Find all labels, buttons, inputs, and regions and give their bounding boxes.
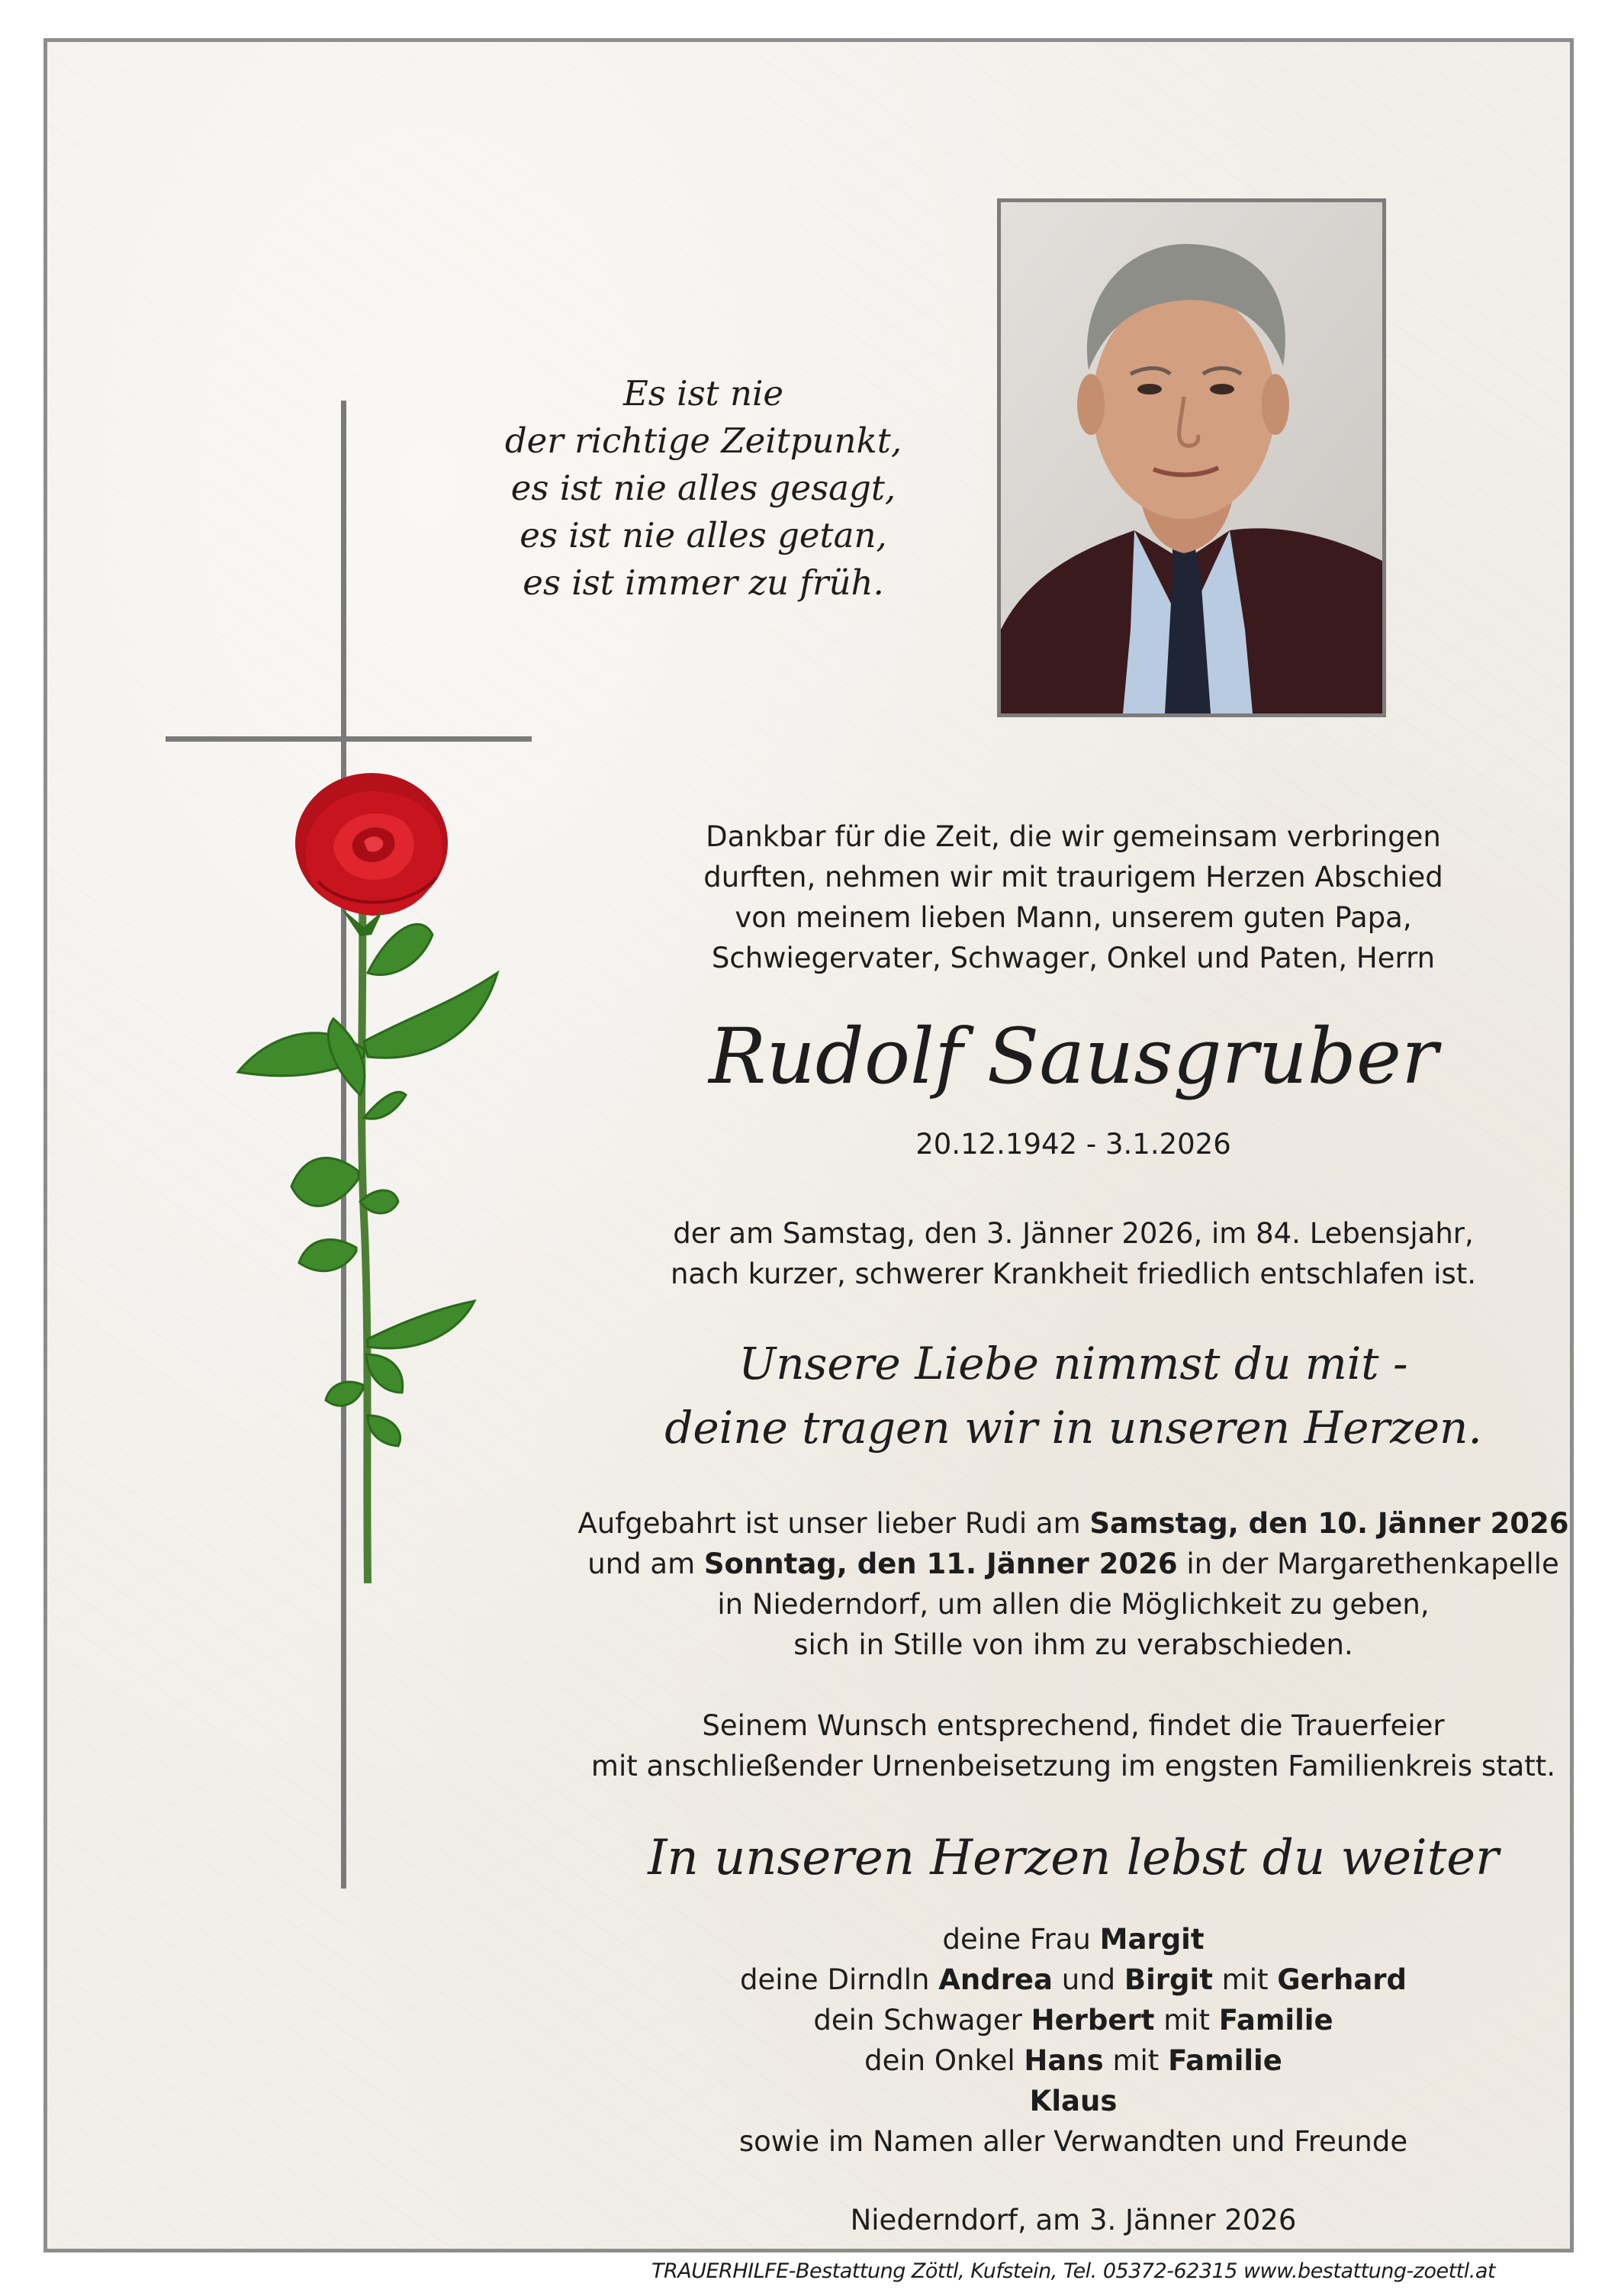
wake-text: und am <box>587 1547 704 1580</box>
red-rose-icon <box>177 774 574 1583</box>
mourner-name: Klaus <box>1029 2085 1118 2117</box>
motto-line: Unsere Liebe nimmst du mit - <box>738 1338 1408 1390</box>
mourner-name: Familie <box>1218 2004 1333 2037</box>
wake-line <box>574 1544 1573 1584</box>
wish-line: Seinem Wunsch entsprechend, findet die Trauerfeier <box>702 1709 1445 1742</box>
wake-date-sunday: Sonntag, den 11. Jänner 2026 <box>703 1547 1178 1580</box>
obituary-card <box>43 38 1574 2283</box>
mourner-text: dein Schwager <box>813 2004 1031 2037</box>
mourner-line <box>627 2000 1520 2040</box>
mourner-name: Gerhard <box>1277 1963 1407 1996</box>
death-line: nach kurzer, schwerer Krankheit friedlich entschlafen ist. <box>670 1257 1477 1290</box>
mourner-line <box>627 2040 1520 2081</box>
wake-line: sich in Stille von ihm zu verabschieden. <box>793 1628 1353 1661</box>
funeral-home-footer: TRAUERHILFE-Bestattung Zöttl, Kufstein, Tel. 05372-62315 www.bestattung-zoettl.at <box>651 2259 1495 2283</box>
motto <box>627 1332 1520 1460</box>
mourner-line <box>627 1919 1520 1959</box>
intro-line: Schwiegervater, Schwager, Onkel und Paten, Herrn <box>711 942 1436 974</box>
mourner-line: sowie im Namen aller Verwandten und Freunde <box>738 2125 1408 2158</box>
motto-line: deine tragen wir in unseren Herzen. <box>664 1402 1482 1454</box>
mourners-list <box>627 1919 1520 2162</box>
place-date: Niederndorf, am 3. Jänner 2026 <box>850 2204 1297 2236</box>
wake-line <box>574 1503 1573 1544</box>
mourner-name: Familie <box>1168 2044 1282 2077</box>
portrait-photo <box>997 198 1386 717</box>
poem-line: es ist nie alles gesagt, <box>510 468 896 508</box>
poem-line: Es ist nie <box>622 373 784 414</box>
funeral-wish <box>574 1705 1573 1786</box>
intro-line: Dankbar für die Zeit, die wir gemeinsam verbringen <box>706 820 1441 853</box>
mourner-text: dein Onkel <box>864 2044 1025 2077</box>
intro-line: durften, nehmen wir mit traurigem Herzen Abschied <box>703 861 1443 894</box>
deceased-name: Rudolf Sausgruber <box>709 1012 1438 1101</box>
portrait-man-icon <box>1001 202 1382 713</box>
wake-info <box>574 1503 1573 1665</box>
mourner-text: mit <box>1154 2004 1219 2037</box>
poem-line: es ist nie alles getan, <box>519 515 887 555</box>
wake-text: Aufgebahrt ist unser lieber Rudi am <box>577 1507 1090 1540</box>
mourner-name: Margit <box>1099 1923 1205 1956</box>
cross-horizontal-bar <box>166 736 532 742</box>
mourner-text: mit <box>1103 2044 1169 2077</box>
poem-line: der richtige Zeitpunkt, <box>504 420 902 461</box>
mourner-line <box>627 2081 1520 2121</box>
death-line: der am Samstag, den 3. Jänner 2026, im 84. Lebensjahr, <box>673 1217 1474 1250</box>
mourner-name: Birgit <box>1124 1963 1213 1996</box>
wish-line: mit anschließender Urnenbeisetzung im engsten Familienkreis statt. <box>590 1750 1556 1782</box>
mourner-line <box>627 1959 1520 2000</box>
mourner-name: Hans <box>1024 2044 1104 2077</box>
mourner-text: und <box>1053 1963 1124 1996</box>
mourner-name: Andrea <box>938 1963 1053 1996</box>
wake-text: in der Margarethenkapelle <box>1177 1547 1559 1580</box>
mourner-text: deine Dirndln <box>739 1963 939 1996</box>
wake-date-saturday: Samstag, den 10. Jänner 2026 <box>1089 1507 1569 1540</box>
intro-line: von meinem lieben Mann, unserem guten Papa, <box>735 901 1412 934</box>
poem <box>474 370 932 607</box>
life-dates: 20.12.1942 - 3.1.2026 <box>915 1128 1231 1161</box>
wake-line: in Niederndorf, um allen die Möglichkeit zu geben, <box>717 1588 1430 1621</box>
intro-text <box>627 816 1520 978</box>
mourner-text: mit <box>1212 1963 1278 1996</box>
mourner-name: Herbert <box>1031 2004 1155 2037</box>
poem-line: es ist immer zu früh. <box>523 562 884 603</box>
heart-line: In unseren Herzen lebst du weiter <box>648 1830 1499 1886</box>
death-text <box>627 1213 1520 1294</box>
mourner-text: deine Frau <box>942 1923 1100 1956</box>
